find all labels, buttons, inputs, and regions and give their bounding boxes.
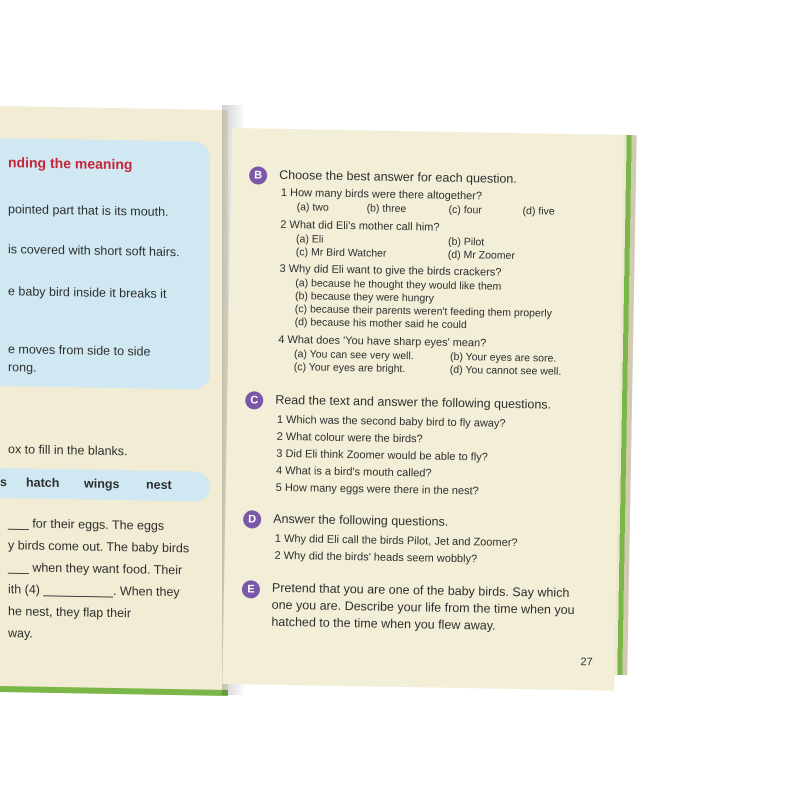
left-line: pointed part that is its mouth. — [8, 202, 169, 219]
answer-option: (a) You can see very well. — [293, 348, 414, 363]
word-item: s — [0, 475, 7, 490]
question: 2 What did Eli's mother call him? — [280, 218, 440, 234]
question: 1 Which was the second baby bird to fly away? — [276, 413, 506, 430]
answer-option: (a) because he thought they would like them — [295, 277, 502, 293]
answer-option: (c) four — [448, 203, 482, 217]
left-line: ith (4) __________. When they — [8, 582, 180, 600]
question: 4 What does 'You have sharp eyes' mean? — [278, 333, 487, 350]
left-line: ___ when they want food. Their — [8, 560, 183, 578]
left-line: ox to fill in the blanks. — [8, 442, 128, 459]
answer-option: (b) because they were hungry — [294, 290, 435, 305]
answer-option: (b) Pilot — [447, 235, 485, 249]
question: 2 What colour were the birds? — [276, 430, 423, 446]
question: 3 Did Eli think Zoomer would be able to fly? — [276, 447, 488, 464]
left-line: is covered with short soft hairs. — [8, 242, 180, 260]
right-page — [222, 128, 624, 691]
question: 1 How many birds were there altogether? — [280, 186, 483, 203]
left-page — [0, 106, 228, 696]
word-item: wings — [84, 476, 120, 492]
left-line: ___ for their eggs. The eggs — [8, 516, 165, 533]
answer-option: (d) You cannot see well. — [449, 363, 562, 378]
left-section-title: nding the meaning — [8, 154, 133, 173]
section-badge-b: B — [249, 166, 267, 184]
question: 2 Why did the birds' heads seem wobbly? — [274, 549, 478, 566]
section-d-heading: Answer the following questions. — [273, 511, 449, 529]
left-line: way. — [8, 626, 33, 641]
section-badge-d: D — [243, 510, 261, 528]
question: 4 What is a bird's mouth called? — [275, 464, 432, 480]
page-number: 27 — [580, 656, 593, 669]
question: 1 Why did Eli call the birds Pilot, Jet and Zoomer? — [274, 532, 518, 550]
question: 5 How many eggs were there in the nest? — [275, 481, 479, 498]
section-c-heading: Read the text and answer the following questions. — [275, 392, 552, 412]
section-b-heading: Choose the best answer for each question. — [279, 167, 517, 186]
word-item: hatch — [26, 475, 60, 491]
question: 3 Why did Eli want to give the birds crackers? — [279, 262, 502, 279]
answer-option: (c) because their parents weren't feeding them properly — [294, 303, 552, 320]
left-line: rong. — [8, 360, 37, 375]
left-line: e moves from side to side — [8, 342, 151, 359]
section-e-line: Pretend that you are one of the baby birds. Say which — [271, 580, 570, 600]
answer-option: (d) five — [522, 205, 555, 218]
left-line: e baby bird inside it breaks it — [8, 284, 167, 301]
section-e-line: hatched to the time when you flew away. — [271, 614, 496, 633]
section-badge-c: C — [245, 391, 263, 409]
answer-option: (a) Eli — [295, 233, 324, 246]
answer-option: (d) because his mother said he could — [294, 316, 467, 332]
answer-option: (d) Mr Zoomer — [447, 248, 516, 262]
left-line: he nest, they flap their — [8, 604, 131, 621]
answer-option: (a) two — [296, 201, 329, 214]
word-item: nest — [146, 477, 172, 493]
section-e-line: one you are. Describe your life from the time when you — [271, 597, 575, 618]
left-line: y birds come out. The baby birds — [8, 538, 190, 556]
answer-option: (c) Your eyes are bright. — [293, 361, 406, 376]
answer-option: (b) Your eyes are sore. — [449, 350, 557, 365]
answer-option: (b) three — [366, 202, 407, 216]
answer-option: (c) Mr Bird Watcher — [295, 246, 387, 260]
section-badge-e: E — [242, 580, 260, 598]
